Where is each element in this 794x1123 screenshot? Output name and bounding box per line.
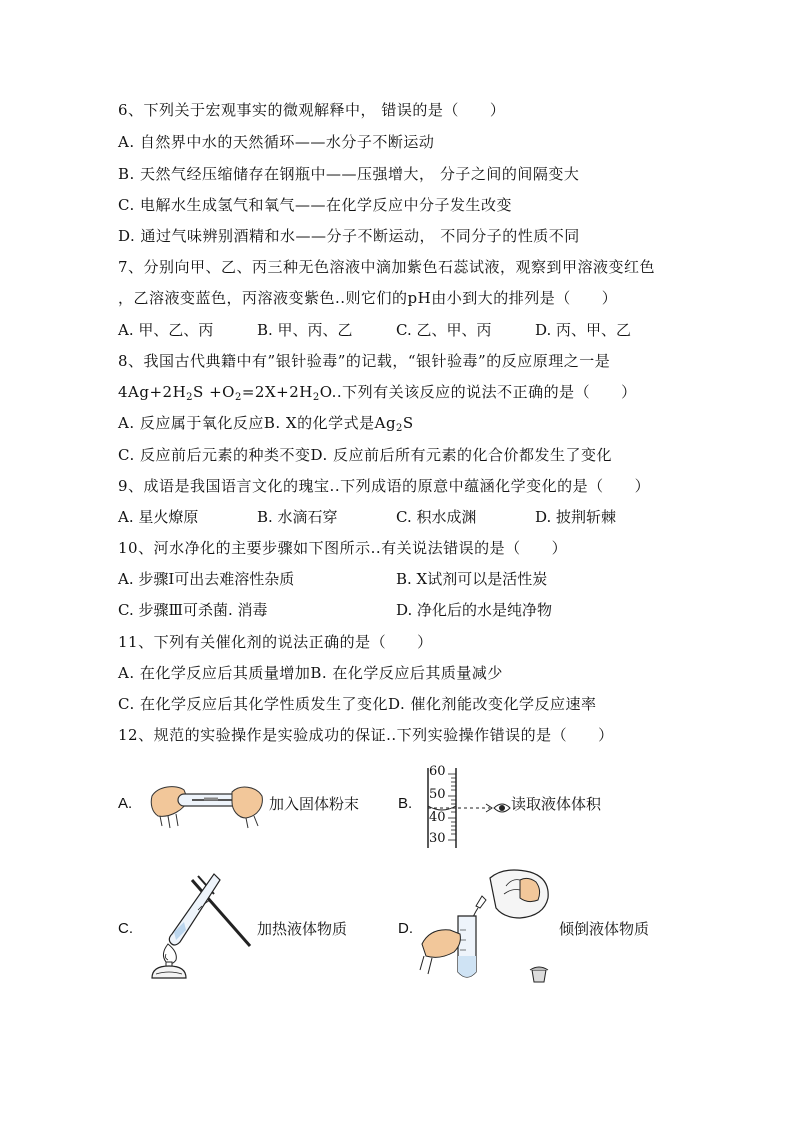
q12-b-tick-40: 40 [429,810,446,825]
q6-option-a: A. 自然界中水的天然循环——水分子不断运动 [118,133,435,151]
q9-option-a: A. 星火燎原 [118,508,199,526]
q7-option-d: D. 丙、甲、乙 [535,321,632,339]
q8-eq-part: O..下列有关该反应的说法不正确的是（ ） [319,383,637,401]
q12-c-label: C. [118,920,133,937]
q11-options-cd: C. 在化学反应后其化学性质发生了变化D. 催化剂能改变化学反应速率 [118,695,597,713]
q8-ab-text: S [402,414,414,432]
q8-eq-sub: 2 [186,392,194,403]
q12-b-label: B. [398,795,413,812]
q12-b-tick-50: 50 [429,787,446,802]
q7-stem-line2: ，乙溶液变蓝色，丙溶液变紫色..则它们的pH由小到大的排列是（ ） [118,289,618,307]
q12-d-caption: 倾倒液体物质 [559,920,650,938]
q8-stem-line1: 8、我国古代典籍中有”银针验毒”的记载，“银针验毒”的反应原理之一是 [118,352,611,370]
q12-stem: 12、规范的实验操作是实验成功的保证..下列实验操作错误的是（ ） [118,726,614,744]
q12-b-tick-30: 30 [429,831,446,846]
q8-eq-sub: 2 [234,392,242,403]
q8-options-ab [118,413,414,439]
q11-stem: 11、下列有关催化剂的说法正确的是（ ） [118,633,433,651]
q10-option-c: C. 步骤Ⅲ可杀菌. 消毒 [118,601,268,619]
q12-a-caption: 加入固体粉末 [269,795,360,813]
pouring-liquid-illustration [420,860,560,990]
heating-liquid-illustration [144,870,254,982]
q8-ab-sub: 2 [396,423,403,434]
q9-option-b: B. 水滴石穿 [257,508,338,526]
q6-option-d: D. 通过气味辨别酒精和水——分子不断运动， 不同分子的性质不同 [118,227,580,245]
q8-eq-sub: 2 [312,392,320,403]
q10-option-d: D. 净化后的水是纯净物 [396,601,553,619]
q10-option-b: B. X试剂可以是活性炭 [396,570,548,588]
q12-b-tick-60: 60 [429,764,446,779]
q12-c-caption: 加热液体物质 [257,920,348,938]
q9-option-d: D. 披荆斩棘 [535,508,617,526]
q8-eq-part: S +O [193,383,235,401]
q8-eq-part: 4Ag+2H [118,383,187,401]
q9-stem: 9、成语是我国语言文化的瑰宝..下列成语的原意中蕴涵化学变化的是（ ） [118,477,651,495]
q7-stem-line1: 7、分别向甲、乙、丙三种无色溶液中滴加紫色石蕊试液，观察到甲溶液变红色 [118,258,656,276]
q11-options-ab: A. 在化学反应后其质量增加B. 在化学反应后其质量减少 [118,664,503,682]
add-powder-illustration [148,778,266,830]
q6-option-c: C. 电解水生成氢气和氧气——在化学反应中分子发生改变 [118,196,512,214]
q8-equation-line [118,382,637,408]
q10-option-a: A. 步骤Ⅰ可出去难溶性杂质 [118,570,295,588]
q6-option-b: B. 天然气经压缩储存在钢瓶中——压强增大， 分子之间的间隔变大 [118,165,580,183]
q8-options-cd: C. 反应前后元素的种类不变D. 反应前后所有元素的化合价都发生了变化 [118,446,613,464]
q7-option-a: A. 甲、乙、丙 [118,321,214,339]
q7-option-b: B. 甲、丙、乙 [257,321,353,339]
q8-eq-part: =2X+2H [241,383,313,401]
q8-ab-text: A. 反应属于氧化反应B. X的化学式是Ag [118,414,397,432]
q10-stem: 10、河水净化的主要步骤如下图所示..有关说法错误的是（ ） [118,539,568,557]
q6-stem: 6、下列关于宏观事实的微观解释中， 错误的是（ ） [118,101,506,119]
q9-option-c: C. 积水成渊 [396,508,477,526]
q12-b-caption: 读取液体体积 [511,795,602,813]
q12-a-label: A. [118,795,133,812]
q12-d-label: D. [398,920,413,937]
q7-option-c: C. 乙、甲、丙 [396,321,492,339]
